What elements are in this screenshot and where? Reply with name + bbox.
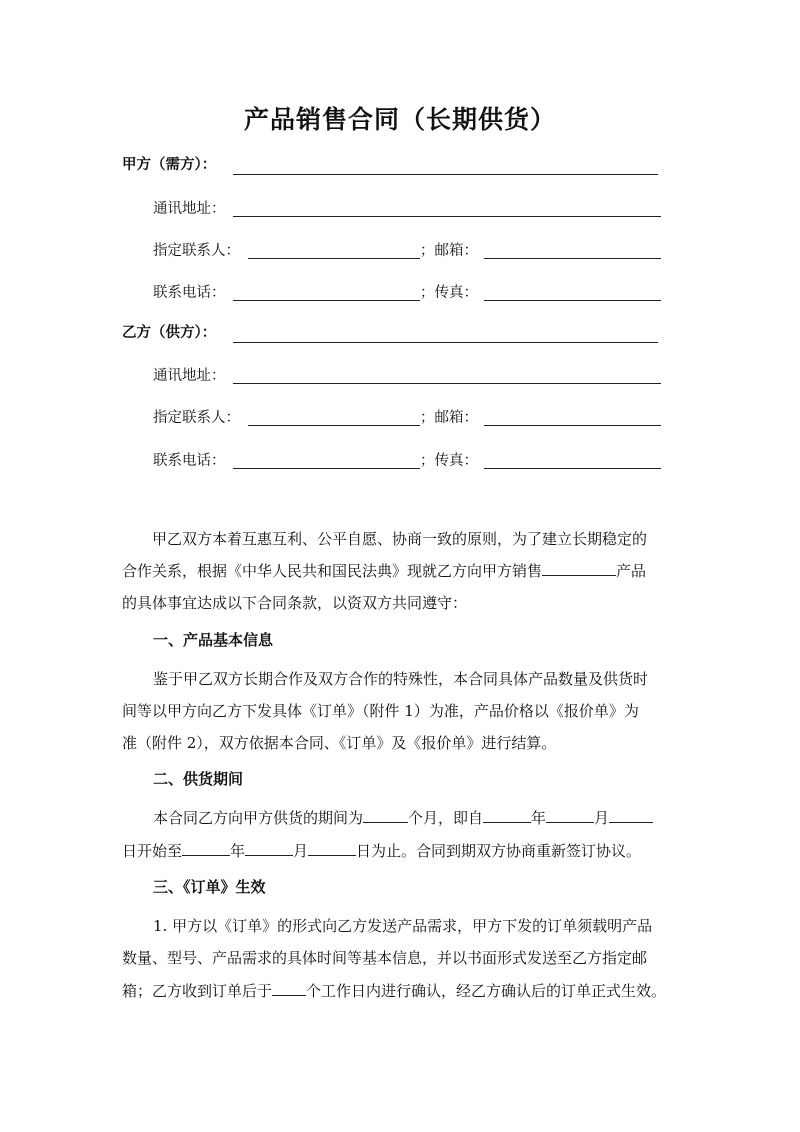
party-b-address-label: 通讯地址： bbox=[153, 368, 226, 384]
section-3-line-3 bbox=[122, 978, 680, 1004]
end-month-blank[interactable] bbox=[245, 839, 293, 856]
end-day-text: 日为止。合同到期双方协商重新签订协议。 bbox=[356, 842, 642, 860]
party-a-email-label: ；邮箱： bbox=[420, 243, 478, 259]
party-b-email-blank[interactable] bbox=[484, 425, 661, 426]
section-1-line-2: 间等以甲方向乙方下发具体《订单》（附件 1）为准，产品价格以《报价单》为 bbox=[122, 702, 639, 720]
section-1-line-3: 准（附件 2），双方依据本合同、《订单》及《报价单》进行结算。 bbox=[122, 734, 557, 752]
party-b-phone-blank[interactable] bbox=[233, 468, 420, 469]
working-days-blank[interactable] bbox=[272, 979, 306, 996]
party-a-phone-blank[interactable] bbox=[233, 300, 420, 301]
start-month-text: 月 bbox=[594, 809, 610, 827]
order-confirm-text: 箱；乙方收到订单后于 bbox=[122, 982, 273, 1000]
party-a-label: 甲方（需方）： bbox=[122, 157, 217, 173]
section-2-heading: 二、供货期间 bbox=[153, 770, 244, 788]
start-day-blank[interactable] bbox=[609, 806, 653, 823]
party-a-contact-blank[interactable] bbox=[248, 258, 420, 259]
party-b-fax-label: ；传真： bbox=[420, 453, 478, 469]
section-3-heading: 三、《订单》生效 bbox=[153, 878, 266, 896]
end-year-text: 年 bbox=[230, 842, 246, 860]
months-from-text: 个月，即自 bbox=[408, 809, 484, 827]
party-a-address-label: 通讯地址： bbox=[153, 201, 226, 217]
party-b-fax-blank[interactable] bbox=[484, 468, 661, 469]
end-day-blank[interactable] bbox=[308, 839, 356, 856]
months-blank[interactable] bbox=[363, 806, 408, 823]
end-year-blank[interactable] bbox=[182, 839, 230, 856]
party-a-fax-blank[interactable] bbox=[484, 300, 661, 301]
party-b-address-blank[interactable] bbox=[233, 383, 661, 384]
party-a-address-blank[interactable] bbox=[233, 216, 661, 217]
supply-period-text: 本合同乙方向甲方供货的期间为 bbox=[153, 809, 364, 827]
end-month-text: 月 bbox=[293, 842, 309, 860]
section-1-heading: 一、产品基本信息 bbox=[153, 631, 274, 649]
party-a-email-blank[interactable] bbox=[484, 258, 661, 259]
start-year-blank[interactable] bbox=[483, 806, 531, 823]
product-name-blank[interactable] bbox=[542, 559, 616, 576]
intro-line-3: 的具体事宜达成以下合同条款，以资双方共同遵守： bbox=[122, 594, 468, 612]
start-year-text: 年 bbox=[531, 809, 547, 827]
page-title: 产品销售合同（长期供货） bbox=[243, 105, 556, 134]
party-b-label: 乙方（供方）： bbox=[122, 325, 217, 341]
party-b-phone-label: 联系电话： bbox=[153, 453, 226, 469]
party-b-email-label: ；邮箱： bbox=[420, 410, 478, 426]
party-b-contact-label: 指定联系人： bbox=[153, 410, 240, 426]
party-a-name-blank[interactable] bbox=[233, 174, 658, 175]
section-2-line-1 bbox=[122, 805, 680, 831]
intro-line-2-suffix: 产品 bbox=[616, 562, 647, 580]
party-a-phone-label: 联系电话： bbox=[153, 285, 226, 301]
party-b-name-blank[interactable] bbox=[233, 342, 658, 343]
section-2-line-2 bbox=[122, 838, 680, 864]
section-1-line-1: 鉴于甲乙双方长期合作及双方合作的特殊性，本合同具体产品数量及供货时 bbox=[153, 670, 649, 688]
intro-line-2 bbox=[122, 558, 680, 584]
party-b-contact-blank[interactable] bbox=[248, 425, 420, 426]
section-3-line-2: 数量、型号、产品需求的具体时间等基本信息，并以书面形式发送至乙方指定邮 bbox=[122, 949, 648, 967]
party-a-fax-label: ；传真： bbox=[420, 285, 478, 301]
section-3-line-1: 1. 甲方以《订单》的形式向乙方发送产品需求，甲方下发的订单须载明产品 bbox=[153, 917, 653, 935]
start-month-blank[interactable] bbox=[546, 806, 594, 823]
order-confirm-suffix: 个工作日内进行确认，经乙方确认后的订单正式生效。 bbox=[306, 982, 667, 1000]
start-day-text: 日开始至 bbox=[122, 842, 183, 860]
intro-line-1: 甲乙双方本着互惠互利、公平自愿、协商一致的原则，为了建立长期稳定的 bbox=[152, 530, 648, 548]
intro-line-2-text: 合作关系，根据《中华人民共和国民法典》现就乙方向甲方销售 bbox=[122, 562, 543, 580]
party-a-contact-label: 指定联系人： bbox=[153, 243, 240, 259]
